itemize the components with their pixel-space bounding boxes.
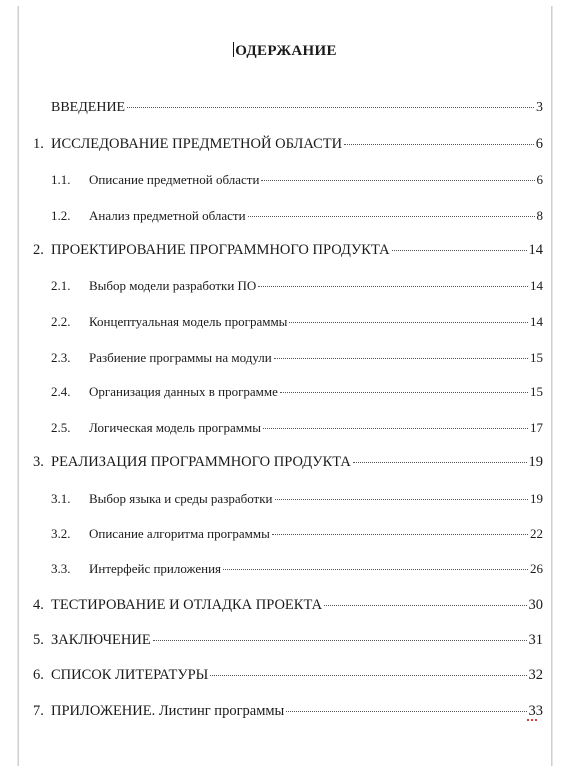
toc-entry-label: ПРИЛОЖЕНИЕ. Листинг программы — [51, 703, 285, 719]
toc-entry-page: 22 — [530, 526, 543, 541]
toc-entry-number: 2. — [33, 242, 44, 258]
toc-entry-chapter-1[interactable] — [33, 136, 543, 152]
toc-entry-label: Анализ предметной области — [89, 208, 246, 223]
toc-entry-label: ЗАКЛЮЧЕНИЕ — [51, 632, 151, 648]
toc-entry-number: 2.1. — [51, 278, 71, 293]
toc-entry-chapter-4[interactable] — [33, 597, 543, 613]
dot-leader — [392, 250, 527, 251]
toc-entry-number: 2.5. — [51, 420, 71, 435]
dot-leader — [274, 358, 528, 359]
toc-entry-label: Описание алгоритма программы — [89, 526, 270, 541]
toc-entry-label: ВВЕДЕНИЕ — [51, 100, 126, 115]
toc-entry-page: 14 — [530, 314, 543, 329]
document-page — [18, 6, 552, 766]
toc-entry-label: Описание предметной области — [89, 172, 260, 187]
toc-entry-section-3-2[interactable] — [51, 526, 543, 542]
toc-entry-page: 6 — [536, 172, 543, 187]
toc-entry-section-1-1[interactable] — [51, 172, 543, 188]
dot-leader — [127, 107, 534, 108]
toc-entry-label: ПРОЕКТИРОВАНИЕ ПРОГРАММНОГО ПРОДУКТА — [51, 242, 390, 258]
toc-entry-label: ТЕСТИРОВАНИЕ И ОТЛАДКА ПРОЕКТА — [51, 597, 323, 613]
toc-entry-page: 19 — [528, 454, 543, 470]
toc-entry-chapter-7[interactable] — [33, 703, 543, 719]
toc-entry-page: 15 — [530, 350, 543, 365]
toc-title-text: ОДЕРЖАНИЕ — [235, 43, 337, 59]
toc-entry-section-2-3[interactable] — [51, 350, 543, 366]
toc-entry-page: 19 — [530, 491, 543, 506]
toc-entry-label: Выбор языка и среды разработки — [89, 491, 273, 506]
toc-entry-page: 17 — [530, 420, 543, 435]
toc-entry-number: 1.1. — [51, 172, 71, 187]
toc-entry-label: Логическая модель программы — [89, 420, 261, 435]
dot-leader — [258, 286, 528, 287]
toc-entry-number: 5. — [33, 632, 44, 648]
dot-leader — [324, 605, 526, 606]
toc-entry-number: 7. — [33, 703, 44, 719]
spellcheck-underline — [527, 716, 537, 721]
toc-entry-number: 3. — [33, 454, 44, 470]
dot-leader — [289, 322, 528, 323]
toc-entry-page: 26 — [530, 561, 543, 576]
toc-entry-section-2-5[interactable] — [51, 420, 543, 436]
dot-leader — [280, 392, 528, 393]
toc-entry-number: 4. — [33, 597, 44, 613]
toc-entry-label: Разбиение программы на модули — [89, 350, 272, 365]
toc-entry-number: 1.2. — [51, 208, 71, 223]
toc-entry-section-3-1[interactable] — [51, 491, 543, 507]
toc-entry-page: 3 — [536, 100, 543, 115]
toc-entry-section-3-3[interactable] — [51, 561, 543, 577]
toc-entry-number: 3.1. — [51, 491, 71, 506]
toc-entry-page: 14 — [530, 278, 543, 293]
toc-entry-page: 31 — [528, 632, 543, 648]
toc-entry-page: 14 — [528, 242, 543, 258]
dot-leader — [210, 675, 526, 676]
dot-leader — [344, 144, 534, 145]
dot-leader — [263, 428, 528, 429]
toc-entry-number: 2.3. — [51, 350, 71, 365]
toc-entry-number: 6. — [33, 667, 44, 683]
toc-entry-label: Интерфейс приложения — [89, 561, 222, 576]
toc-entry-chapter-6[interactable] — [33, 667, 543, 683]
toc-entry-number: 1. — [33, 136, 44, 152]
toc-entry-number: 3.2. — [51, 526, 71, 541]
dot-leader — [261, 180, 534, 181]
toc-entry-label: Концептуальная модель программы — [89, 314, 288, 329]
toc-entry-page: 32 — [528, 667, 543, 683]
toc-entry-chapter-5[interactable] — [33, 632, 543, 648]
toc-title — [19, 42, 551, 60]
toc-entry-label: Выбор модели разработки ПО — [89, 278, 257, 293]
toc-entry-number: 2.2. — [51, 314, 71, 329]
toc-entry-section-2-4[interactable] — [51, 384, 543, 400]
toc-entry-page: 8 — [536, 208, 543, 223]
toc-entry-label: ИССЛЕДОВАНИЕ ПРЕДМЕТНОЙ ОБЛАСТИ — [51, 136, 343, 152]
toc-entry-chapter-2[interactable] — [33, 242, 543, 258]
toc-entry-label: Организация данных в программе — [89, 384, 278, 399]
toc-entry-label: РЕАЛИЗАЦИЯ ПРОГРАММНОГО ПРОДУКТА — [51, 454, 351, 470]
toc-entry-number: 2.4. — [51, 384, 71, 399]
dot-leader — [353, 462, 527, 463]
toc-entry-page: 6 — [535, 136, 543, 152]
dot-leader — [248, 216, 535, 217]
toc-entry-label: СПИСОК ЛИТЕРАТУРЫ — [51, 667, 209, 683]
toc-entry-section-1-2[interactable] — [51, 208, 543, 224]
dot-leader — [286, 711, 526, 712]
dot-leader — [275, 499, 528, 500]
toc-entry-page: 33 — [528, 703, 543, 719]
toc-entry-introduction[interactable] — [51, 100, 543, 116]
toc-entry-page: 15 — [530, 384, 543, 399]
toc-entry-section-2-2[interactable] — [51, 314, 543, 330]
dot-leader — [153, 640, 527, 641]
dot-leader — [272, 534, 528, 535]
toc-entry-section-2-1[interactable] — [51, 278, 543, 294]
toc-entry-number: 3.3. — [51, 561, 71, 576]
toc-entry-page: 30 — [528, 597, 543, 613]
dot-leader — [223, 569, 528, 570]
toc-entry-chapter-3[interactable] — [33, 454, 543, 470]
